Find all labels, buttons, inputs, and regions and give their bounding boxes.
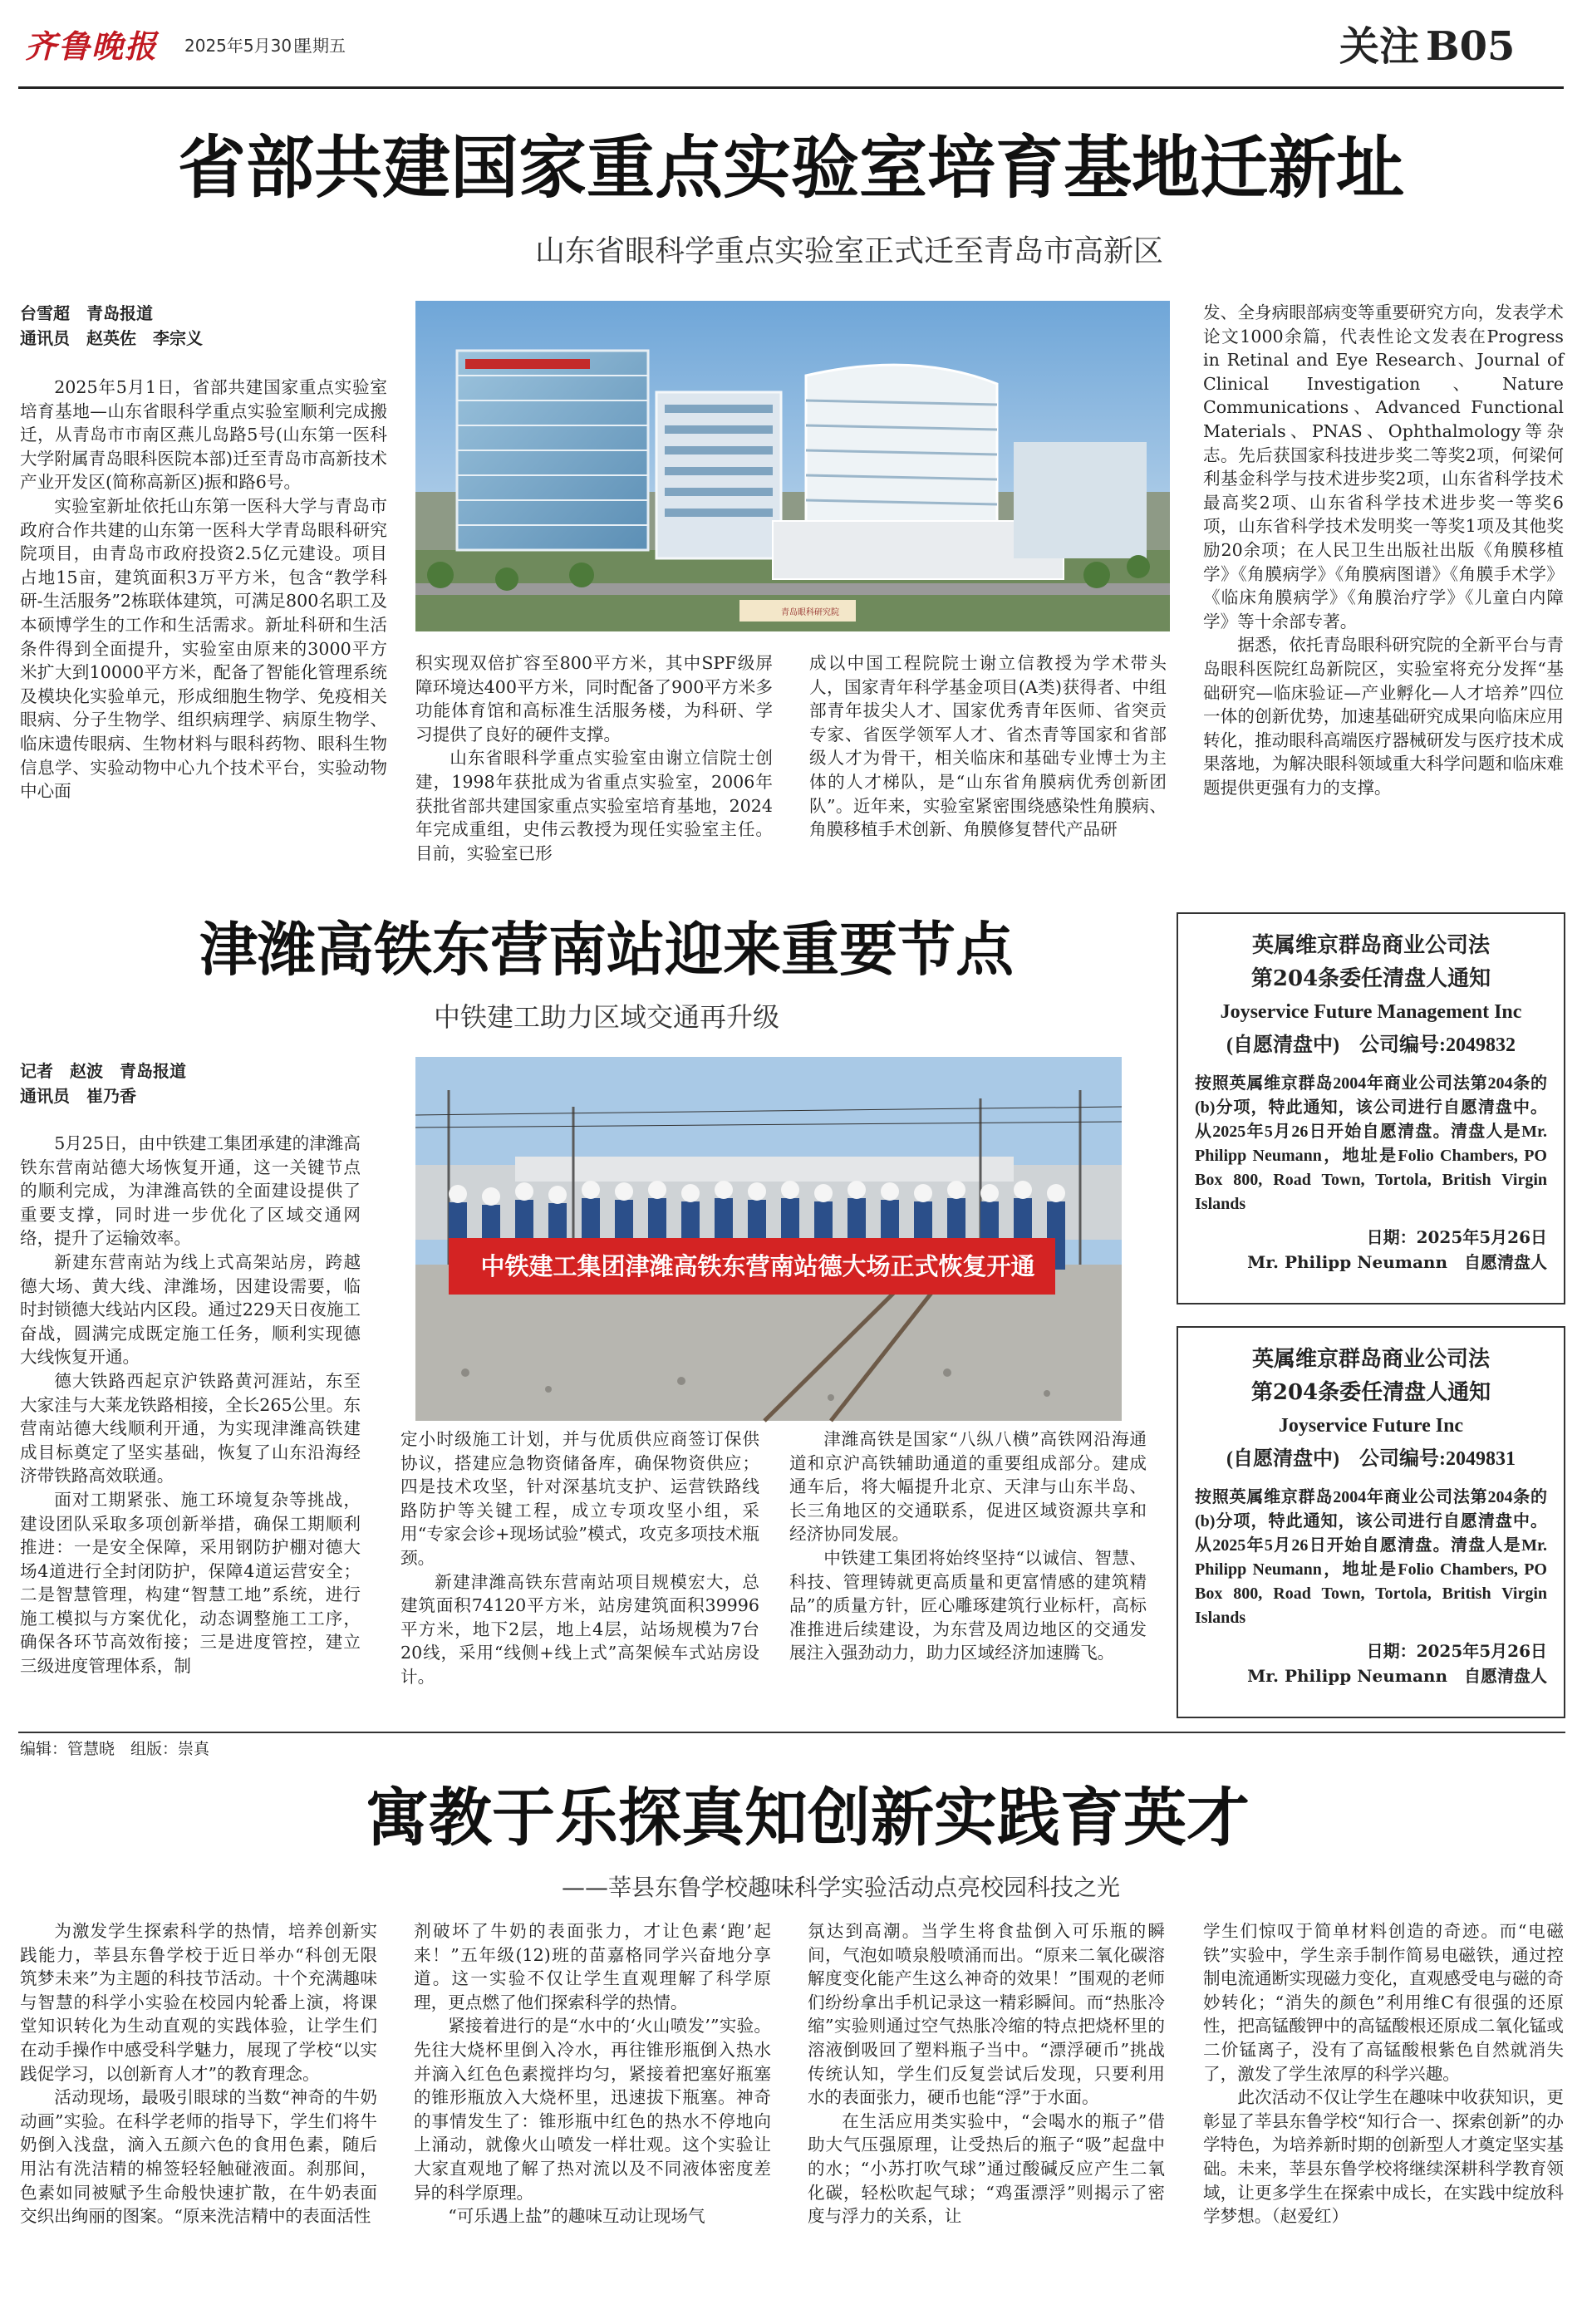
notice-date: 日期：2025年5月26日 — [1366, 1641, 1547, 1661]
liquidation-notice-2 — [1177, 1326, 1565, 1718]
paragraph: 实验室新址依托山东第一医科大学与青岛市政府合作共建的山东第一医科大学青岛眼科研究院项目，由青岛市政府投资2.5亿元建设。项目占地15亩，建筑面积3万平方米，包含“教学科研-生活服务”2栋联体建筑，可满足800名职工及本硕博学生的工作和生活需求。新址科研和生活条件得到全面提升，实验室由原来的3000平方米扩大到10000平方米，配备了智能化管理系统及模块化实验单元，形成细胞生物学、免疫相关眼病、分子生物学、组织病理学、病原生物学、临床遗传眼病、生物材料与眼科药物、眼科生物信息学、实验动物中心九个技术平台，实验动物中心面 — [20, 495, 387, 802]
paragraph: 据悉，依托青岛眼科研究院的全新平台与青岛眼科医院红岛新院区，实验室将充分发挥“基础研究—临床验证—产业孵化—人才培养”四位一体的创新优势，加速基础研究成果向临床应用转化，推动眼科高端医疗器械研发与医疗技术成果落地，为解决眼科领域重大科学问题和临床难题提供更强有力的支撑。 — [1203, 635, 1564, 798]
article1-column-3 — [809, 651, 1167, 897]
article3-column-3 — [808, 1919, 1165, 2313]
article1-byline-reporter: 台雪超 青岛报道 — [20, 303, 153, 323]
paragraph: 新建津潍高铁东营南站项目规模宏大，总建筑面积74120平方米，站房建筑面积39996平方米，地下2层，地上4层，站场规模为7台20线，采用“线侧+线上式”高架候车式站房设计。 — [400, 1571, 759, 1687]
notice-company: Joyservice Future Management Inc — [1220, 1001, 1522, 1023]
paragraph: 面对工期紧张、施工环境复杂等挑战，建设团队采取多项创新举措，确保工期顺利推进：一是安全保障，采用钢防护棚对德大场4道进行全封闭防护，保障4道运营安全；二是智慧管理，构建“智慧工地”系统，进行施工模拟与方案优化，动态调整施工工序，确保各环节高效衔接；三是进度管控，建立三级进度管理体系，制 — [20, 1489, 361, 1677]
liquidation-notice-1 — [1177, 912, 1565, 1304]
article1-column-2 — [415, 651, 773, 897]
notice-signer: Mr. Philipp Neumann 自愿清盘人 — [1247, 1666, 1547, 1686]
notice-status-line — [1195, 1442, 1547, 1476]
header-rule — [18, 86, 1564, 89]
article2-column-2 — [400, 1427, 759, 1718]
paragraph: 发、全身病眼部病变等重要研究方向，发表学术论文1000余篇，代表性论文发表在Progress in Retinal and Eye Research、Journal of Clinical Investigation、Nature Communications、Advanced Functional Materials、PNAS、Ophthalmology等杂志。先后获国家科技进步奖二等奖2项，何梁何利基金科学与技术进步奖2项，山东省科学技术最高奖2项、山东省科学技术进步奖一等奖6项，山东省科学技术发明奖一等奖1项及其他奖励20余项；在人民卫生出版社出版《角膜移植学》《角膜病学》《角膜病图谱》《角膜手术学》《临床角膜病学》《角膜治疗学》《儿童白内障学》等十余部专著。 — [1203, 302, 1564, 631]
notice-status: (自愿清盘中) — [1226, 1034, 1339, 1056]
issue-date: 2025年5月30日 — [184, 36, 309, 56]
article3-column-1 — [20, 1919, 395, 2313]
article2-title: 津潍高铁东营南站迎来重要节点 — [199, 915, 1014, 984]
paragraph: 紧接着进行的是“水中的‘火山喷发’”实验。先往大烧杯里倒入冷水，再往锥形瓶倒入热水并滴入红色色素搅拌均匀，紧接着把塞好瓶塞的锥形瓶放入大烧杯里，迅速拔下瓶塞。神奇的事情发生了：锥形瓶中红色的热水不停地向上涌动，就像火山喷发一样壮观。这个实验让大家直观地了解了热对流以及不同液体密度差异的科学原理。 — [414, 2016, 771, 2203]
paragraph: 2025年5月1日，省部共建国家重点实验室培育基地—山东省眼科学重点实验室顺利完成搬迁，从青岛市市南区燕儿岛路5号(山东第一医科大学附属青岛眼科医院本部)迁至青岛市高新技术产业开发区(简称高新区)振和路6号。 — [20, 377, 387, 493]
paragraph: 在生活应用类实验中，“会喝水的瓶子”借助大气压强原理，让受热后的瓶子“吸”起盘中的水；“小苏打吹气球”通过酸碱反应产生二氧化碳，轻松吹起气球；“鸡蛋漂浮”则揭示了密度与浮力的关系，让 — [808, 2110, 1165, 2227]
article2-column-1 — [20, 1132, 361, 1718]
article3-title: 寓教于乐探真知创新实践育英才 — [366, 1781, 1250, 1855]
article1-photo-building — [415, 301, 1170, 631]
article1-byline-correspondent: 通讯员 赵英佐 李宗义 — [20, 328, 203, 348]
paragraph: 中铁建工集团将始终坚持“以诚信、智慧、科技、管理铸就更高质量和更富情感的建筑精品”的质量方针，匠心雕琢建筑行业标杆，高标准推进后续建设，为东营及周边地区的交通发展注入强劲动力，助力区域经济加速腾飞。 — [789, 1547, 1147, 1663]
section-divider — [18, 1732, 1565, 1733]
notice-title-line1: 英属维京群岛商业公司法 — [1251, 933, 1490, 958]
issue-weekday: 星期五 — [296, 36, 346, 56]
article1-subtitle: 山东省眼科学重点实验室正式迁至青岛市高新区 — [534, 234, 1163, 268]
notice-number: 公司编号:2049831 — [1358, 1448, 1516, 1470]
article2-subtitle: 中铁建工助力区域交通再升级 — [433, 1001, 779, 1033]
section-name: 关注 — [1339, 23, 1420, 70]
notice-body: 按照英属维京群岛2004年商业公司法第204条的(b)分项，特此通知，该公司进行自愿清盘中。从2025年5月26日开始自愿清盘。清盘人是Mr. Philipp Neumann，地址是Folio Chambers, PO Box 800, Road Town, Tortola, British Virgin Islands — [1195, 1488, 1547, 1627]
paragraph: 剂破坏了牛奶的表面张力，才让色素‘跑’起来！”五年级(12)班的苗嘉格同学兴奋地分享道。这一实验不仅让学生直观理解了科学原理，更点燃了他们探索科学的热情。 — [414, 1921, 771, 2012]
notice-status-line — [1195, 1029, 1547, 1062]
article2-byline-correspondent: 通讯员 崔乃香 — [20, 1086, 136, 1106]
article2-column-3 — [789, 1427, 1147, 1718]
paragraph: 定小时级施工计划，并与优质供应商签订保供协议，搭建应急物资储备库，确保物资供应；四是技术攻坚，针对深基坑支护、运营铁路线路防护等关键工程，成立专项攻坚小组，采用“专家会诊+现场试验”模式，攻克多项技术瓶颈。 — [400, 1429, 759, 1568]
article2-byline-reporter: 记者 赵波 青岛报道 — [20, 1061, 186, 1081]
paragraph: 德大铁路西起京沪铁路黄河涯站，东至大家洼与大莱龙铁路相接，全长265公里。东营南站德大线顺利开通，为实现津潍高铁建成目标奠定了坚实基础，恢复了山东沿海经济带铁路高效联通。 — [20, 1370, 361, 1486]
article1-column-4 — [1203, 301, 1564, 897]
notice-title-line2: 第204条委任清盘人通知 — [1250, 966, 1491, 991]
article2-photo-railway — [415, 1057, 1122, 1421]
railway-team-image — [415, 1057, 1122, 1421]
article3-column-4 — [1203, 1919, 1564, 2313]
paragraph: 氛达到高潮。当学生将食盐倒入可乐瓶的瞬间，气泡如喷泉般喷涌而出。“原来二氧化碳溶解度变化能产生这么神奇的效果！”围观的老师们纷纷拿出手机记录这一精彩瞬间。而“热胀冷缩”实验则通过空气热胀冷缩的特点把烧杯里的溶液倒吸回了塑料瓶子当中。“漂浮硬币”挑战传统认知，学生们反复尝试后发现，只要利用水的表面张力，硬币也能“浮”于水面。 — [808, 1921, 1165, 2108]
article3-subtitle: ——莘县东鲁学校趣味科学实验活动点亮校园科技之光 — [561, 1874, 1120, 1901]
building-aerial-image — [415, 301, 1170, 631]
paragraph: 5月25日，由中铁建工集团承建的津潍高铁东营南站德大场恢复开通，这一关键节点的顺利完成，为津潍高铁的全面建设提供了重要支撑，同时进一步优化了区域交通网络，提升了运输效率。 — [20, 1133, 361, 1249]
paragraph: 成以中国工程院院士谢立信教授为学术带头人，国家青年科学基金项目(A类)获得者、中组部青年拔尖人才、国家优秀青年医师、省突贡专家、省医学领军人才、省杰青等国家和省部级人才为骨干，相关临床和基础专业博士为主体的人才梯队，是“山东省角膜病优秀创新团队”。近年来，实验室紧密围绕感染性角膜病、角膜移植手术创新、角膜修复替代产品研 — [809, 653, 1167, 840]
paragraph: 为激发学生探索科学的热情，培养创新实践能力，莘县东鲁学校于近日举办“科创无限 筑梦未来”为主题的科技节活动。十个充满趣味与智慧的科学小实验在校园内轮番上演，将课堂知识转化为生动直观的实践体验，让学生们在动手操作中感受科学魅力，展现了学校“以实践促学习，以创新育人才”的教育理念。 — [20, 1921, 395, 2084]
paragraph: 积实现双倍扩容至800平方米，其中SPF级屏障环境达400平方米，同时配备了900平方米多功能体育馆和高标准生活服务楼，为科研、学习提供了良好的硬件支撑。 — [415, 653, 773, 744]
railway-banner-text: 中铁建工集团津潍高铁东营南站德大场正式恢复开通 — [480, 1252, 1035, 1280]
paragraph: 山东省眼科学重点实验室由谢立信院士创建，1998年获批成为省重点实验室，2006年获批省部共建国家重点实验室培育基地，2024年完成重组，史伟云教授为现任实验室主任。目前，实验室已形 — [415, 748, 773, 863]
paragraph: 此次活动不仅让学生在趣味中收获知识，更彰显了莘县东鲁学校“知行合一、探索创新”的办学特色，为培养新时期的创新型人才奠定坚实基础。未来，莘县东鲁学校将继续深耕科学教育领域，让更多学生在探索中成长，在实践中绽放科学梦想。（赵爱红） — [1203, 2087, 1564, 2227]
notice-company: Joyservice Future Inc — [1278, 1415, 1464, 1437]
notice-signer: Mr. Philipp Neumann 自愿清盘人 — [1247, 1252, 1547, 1272]
newspaper-logo: 齐鲁晚报 — [25, 27, 159, 65]
article3-column-2 — [414, 1919, 771, 2313]
notice-number: 公司编号:2049832 — [1358, 1034, 1516, 1056]
paragraph: 津潍高铁是国家“八纵八横”高铁网沿海通道和京沪高铁辅助通道的重要组成部分。建成通车后，将大幅提升北京、天津与山东半岛、长三角地区的交通联系，促进区域资源共享和经济协同发展。 — [789, 1429, 1147, 1545]
notice-title-line2: 第204条委任清盘人通知 — [1250, 1380, 1491, 1405]
notice-body: 按照英属维京群岛2004年商业公司法第204条的(b)分项，特此通知，该公司进行自愿清盘中。从2025年5月26日开始自愿清盘。清盘人是Mr. Philipp Neumann，地址是Folio Chambers, PO Box 800, Road Town, Tortola, British Virgin Islands — [1195, 1074, 1547, 1213]
page-code: B05 — [1426, 23, 1516, 70]
article1-title: 省部共建国家重点实验室培育基地迁新址 — [177, 128, 1404, 208]
paragraph: 活动现场，最吸引眼球的当数“神奇的牛奶动画”实验。在科学老师的指导下，学生们将牛奶倒入浅盘，滴入五颜六色的食用色素，随后用沾有洗洁精的棉签轻轻触碰液面。刹那间，色素如同被赋予生命般快速扩散，在牛奶表面交织出绚丽的图案。“原来洗洁精中的表面活性 — [20, 2087, 377, 2227]
paragraph: 学生们惊叹于简单材料创造的奇迹。而“电磁铁”实验中，学生亲手制作简易电磁铁，通过控制电流通断实现磁力变化，直观感受电与磁的奇妙转化；“消失的颜色”利用维C有很强的还原性，把高锰酸钾中的高锰酸根还原成二氧化锰或二价锰离子，没有了高锰酸根紫色自然就消失了，激发了学生浓厚的科学兴趣。 — [1203, 1921, 1564, 2084]
building-sign: 青岛眼科研究院 — [781, 608, 839, 617]
notice-status: (自愿清盘中) — [1226, 1448, 1339, 1470]
notice-title-line1: 英属维京群岛商业公司法 — [1251, 1347, 1490, 1372]
paragraph: 新建东营南站为线上式高架站房，跨越德大场、黄大线、津潍场，因建设需要，临时封锁德大线站内区段。通过229天日夜施工奋战，圆满完成既定施工任务，顺利实现德大线恢复开通。 — [20, 1251, 361, 1368]
paragraph: “可乐遇上盐”的趣味互动让现场气 — [448, 2206, 705, 2227]
notice-date: 日期：2025年5月26日 — [1366, 1227, 1547, 1247]
editor-credits: 编辑：管慧晓 组版：崇真 — [20, 1740, 210, 1758]
